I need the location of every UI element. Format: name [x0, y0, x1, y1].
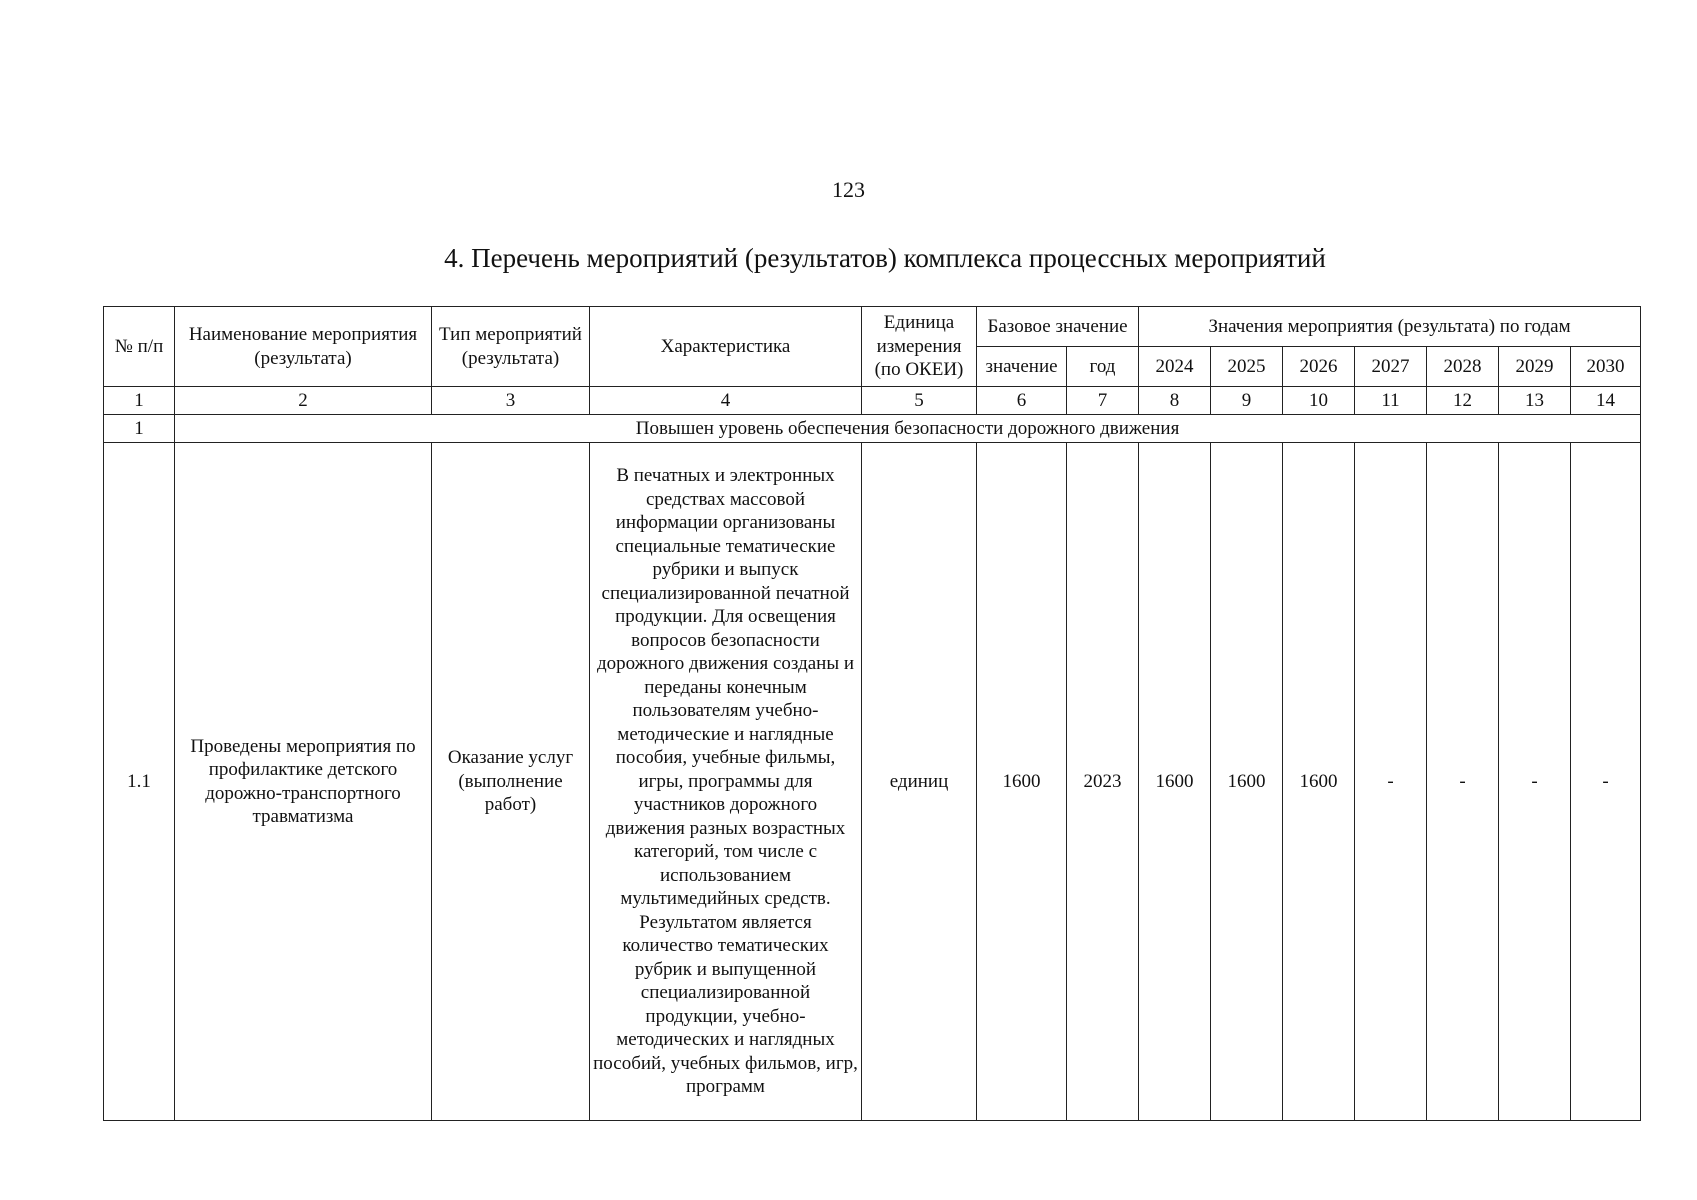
row-num: 1.1 [104, 443, 175, 1121]
header-year: 2028 [1427, 347, 1499, 387]
row-type: Оказание услуг (выполнение работ) [432, 443, 590, 1121]
column-number: 9 [1211, 387, 1283, 415]
header-base-value-year: год [1067, 347, 1139, 387]
header-num: № п/п [104, 307, 175, 387]
section-num: 1 [104, 415, 175, 443]
column-number: 13 [1499, 387, 1571, 415]
header-year: 2027 [1355, 347, 1427, 387]
header-year: 2026 [1283, 347, 1355, 387]
header-year: 2029 [1499, 347, 1571, 387]
column-number: 14 [1571, 387, 1641, 415]
column-number: 1 [104, 387, 175, 415]
column-number: 5 [862, 387, 977, 415]
section-title: Повышен уровень обеспечения безопасности дорожного движения [175, 415, 1641, 443]
column-number: 12 [1427, 387, 1499, 415]
row-year-value: - [1427, 443, 1499, 1121]
row-year-value: - [1571, 443, 1641, 1121]
column-number: 10 [1283, 387, 1355, 415]
column-number: 6 [977, 387, 1067, 415]
header-characteristic: Характеристика [590, 307, 862, 387]
column-number: 8 [1139, 387, 1211, 415]
table-row [104, 443, 1641, 1121]
row-year-value: 1600 [1211, 443, 1283, 1121]
header-name: Наименование мероприятия (результата) [175, 307, 432, 387]
row-characteristic: В печатных и электронных средствах массовой информации организованы специальные тематические рубрики и выпуск специализированной печатной продукции. Для освещения вопросов безопасности дорожного движения созданы и переданы конечным пользователям учебно-методические и наглядные пособия, учебные фильмы, игры, программы для участников дорожного движения разных возрастных категорий, том числе с использованием мультимедийных средств. Результатом является количество тематических рубрик и выпущенной специализированной продукции, учебно-методических и наглядных пособий, учебных фильмов, игр, программ [590, 443, 862, 1121]
header-base-value-value: значение [977, 347, 1067, 387]
header-row-1 [104, 307, 1641, 347]
row-base-value: 1600 [977, 443, 1067, 1121]
header-year: 2025 [1211, 347, 1283, 387]
row-year-value: - [1355, 443, 1427, 1121]
row-year-value: 1600 [1283, 443, 1355, 1121]
header-year: 2024 [1139, 347, 1211, 387]
header-base-value: Базовое значение [977, 307, 1139, 347]
column-number: 4 [590, 387, 862, 415]
row-name: Проведены мероприятия по профилактике детского дорожно-транспортного травматизма [175, 443, 432, 1121]
column-number: 2 [175, 387, 432, 415]
column-number: 7 [1067, 387, 1139, 415]
column-numbers-row [104, 387, 1641, 415]
row-year-value: - [1499, 443, 1571, 1121]
header-values-by-year: Значения мероприятия (результата) по годам [1139, 307, 1641, 347]
row-base-year: 2023 [1067, 443, 1139, 1121]
events-table [103, 306, 1641, 1121]
header-unit: Единица измерения (по ОКЕИ) [862, 307, 977, 387]
page-title: 4. Перечень мероприятий (результатов) комплекса процессных мероприятий [444, 243, 1326, 273]
section-row [104, 415, 1641, 443]
header-year: 2030 [1571, 347, 1641, 387]
page-number: 123 [832, 177, 865, 202]
row-year-value: 1600 [1139, 443, 1211, 1121]
column-number: 3 [432, 387, 590, 415]
column-number: 11 [1355, 387, 1427, 415]
header-type: Тип мероприятий (результата) [432, 307, 590, 387]
row-unit: единиц [862, 443, 977, 1121]
